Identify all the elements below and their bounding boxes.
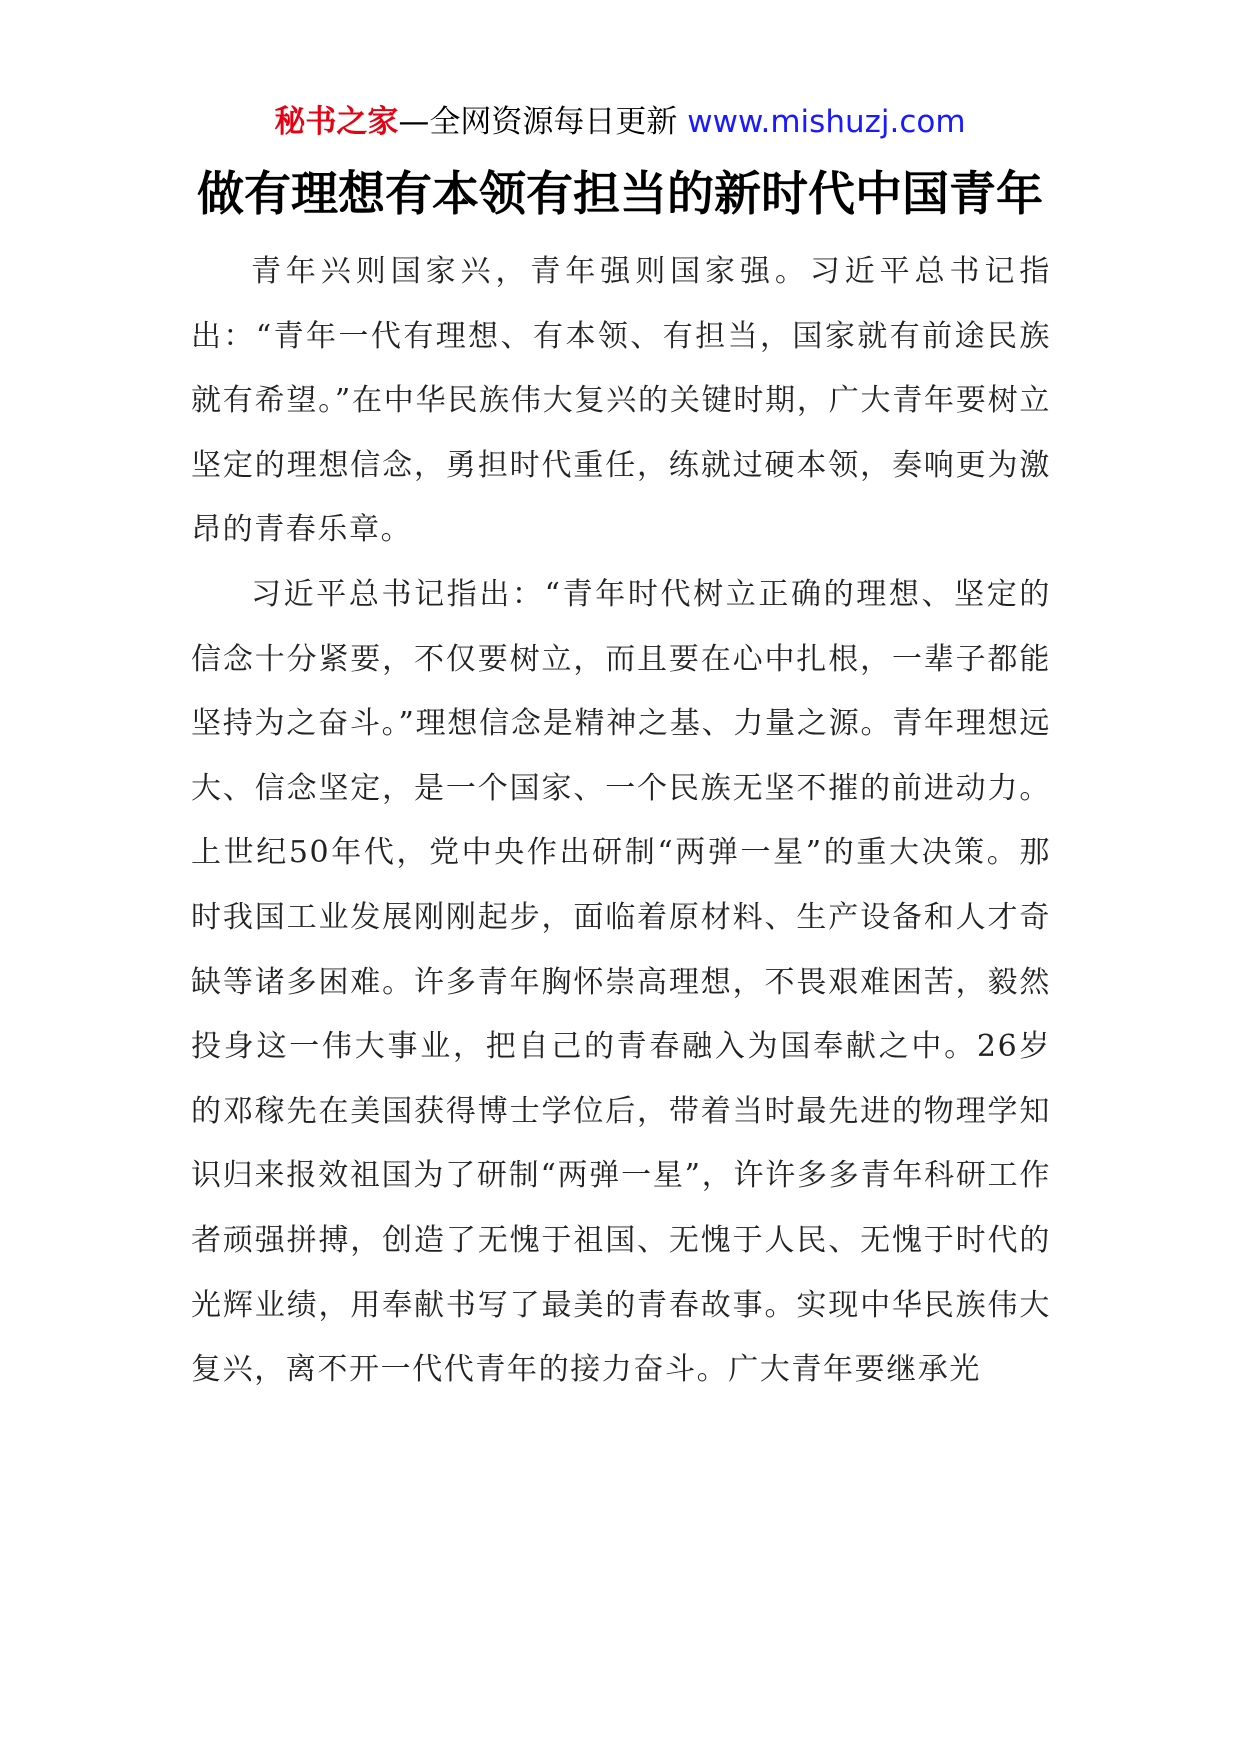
site-brand: 秘书之家 (274, 104, 399, 140)
site-url-link[interactable]: www.mishuzj.com (687, 104, 966, 140)
document-body (191, 240, 1051, 1403)
site-header (0, 100, 1240, 144)
site-slogan: —全网资源每日更新 (398, 104, 688, 140)
paragraph-1: 青年兴则国家兴，青年强则国家强。习近平总书记指出：“青年一代有理想、有本领、有担当，国家就有前途民族就有希望。”在中华民族伟大复兴的关键时期，广大青年要树立坚定的理想信念，勇担时代重任，练就过硬本领，奏响更为激昂的青春乐章。 (191, 254, 1051, 548)
document-title: 做有理想有本领有担当的新时代中国青年 (197, 167, 1043, 222)
paragraph-2: 习近平总书记指出：“青年时代树立正确的理想、坚定的信念十分紧要，不仅要树立，而且要在心中扎根，一辈子都能坚持为之奋斗。”理想信念是精神之基、力量之源。青年理想远大、信念坚定，是一个国家、一个民族无坚不摧的前进动力。上世纪50年代，党中央作出研制“两弹一星”的重大决策。那时我国工业发展刚刚起步，面临着原材料、生产设备和人才奇缺等诸多困难。许多青年胸怀崇高理想，不畏艰难困苦，毅然投身这一伟大事业，把自己的青春融入为国奉献之中。26岁的邓稼先在美国获得博士学位后，带着当时最先进的物理学知识归来报效祖国为了研制“两弹一星”，许许多多青年科研工作者顽强拼搏，创造了无愧于祖国、无愧于人民、无愧于时代的光辉业绩，用奉献书写了最美的青春故事。实现中华民族伟大复兴，离不开一代代青年的接力奋斗。广大青年要继承光 (191, 576, 1051, 1388)
